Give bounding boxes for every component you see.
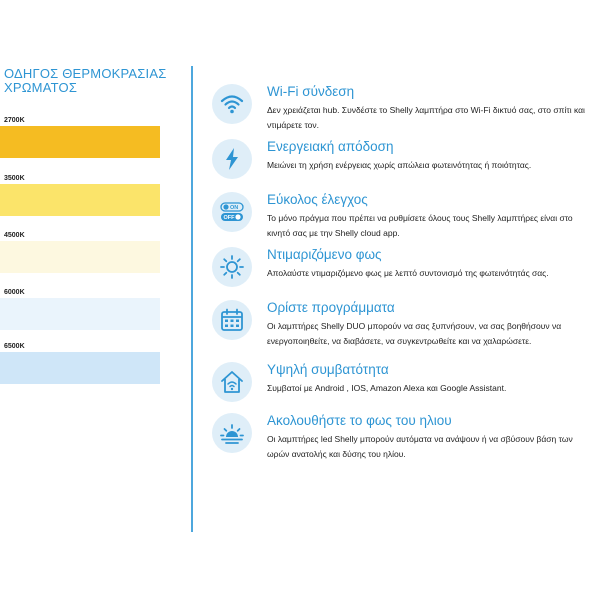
swatch-label-3500k: 3500K [4,175,25,182]
calendar-icon [212,300,252,340]
feature-desc: Απολαύστε ντιμαριζόμενο φως με λεπτό συντονισμό της φωτεινότητάς σας. [267,268,549,278]
feature-desc: Το μόνο πράγμα που πρέπει να ρυθμίσετε όλους τους Shelly λαμπτήρες είναι στο κινητό σας με την Shelly cloud app. [267,213,573,238]
guide-title-line2: ΧΡΩΜΑΤΟΣ [4,80,78,95]
vertical-divider [191,66,193,532]
feature-title: Wi-Fi σύνδεση [267,84,355,99]
feature-desc: Οι λαμπτήρες Shelly DUO μπορούν να σας ξυπνήσουν, να σας βοηθήσουν να ενεργοποιηθείτε, να διαβάσετε, να συγκεντρωθείτε και να χαλαρώσετε. [267,321,562,346]
feature-desc: Δεν χρειάζεται hub. Συνδέστε το Shelly λαμπτήρα στο Wi-Fi δικτυό σας, στο σπίτι και ντιμάρετε τον. [267,105,585,130]
guide-title-line1: ΟΔΗΓΟΣ ΘΕΡΜΟΚΡΑΣΙΑΣ [4,66,167,81]
wifi-icon [212,84,252,124]
lightning-icon [212,139,252,179]
feature-title: Ντιμαριζόμενο φως [267,247,382,262]
swatch-6500k [0,352,160,384]
swatch-2700k [0,126,160,158]
feature-title: Ακολουθήστε το φως του ηλιου [267,413,452,428]
swatch-4500k [0,241,160,273]
feature-title: Υψηλή συμβατότητα [267,362,389,377]
toggle-off-label: OFF [223,215,235,222]
sun-icon [212,247,252,287]
swatch-label-6500k: 6500K [4,343,25,350]
feature-title: Ορίστε προγράμματα [267,300,395,315]
feature-desc: Μειώνει τη χρήση ενέργειας χωρίς απώλεια φωτεινότητας ή ποιότητας. [267,160,532,170]
smart-home-icon [212,362,252,402]
toggle-on-label: ON [230,205,239,212]
swatch-label-2700k: 2700K [4,117,25,124]
swatch-6000k [0,298,160,330]
toggle-switch-icon [212,192,252,232]
feature-desc: Οι λαμπτήρες led Shelly μπορούν αυτόματα να ανάψουν ή να σβύσουν βάση των ωρών ανατολής και δύσης του ηλίου. [267,434,573,459]
sunrise-icon [212,413,252,453]
swatch-3500k [0,184,160,216]
color-temperature-guide [0,0,170,600]
feature-title: Εύκολος έλεγχος [267,192,368,207]
guide-title [4,67,174,95]
feature-desc: Συμβατοί με Android , IOS, Amazon Alexa και Google Assistant. [267,383,507,393]
feature-title: Ενεργειακή απόδοση [267,139,394,154]
swatch-label-6000k: 6000K [4,289,25,296]
swatch-label-4500k: 4500K [4,232,25,239]
